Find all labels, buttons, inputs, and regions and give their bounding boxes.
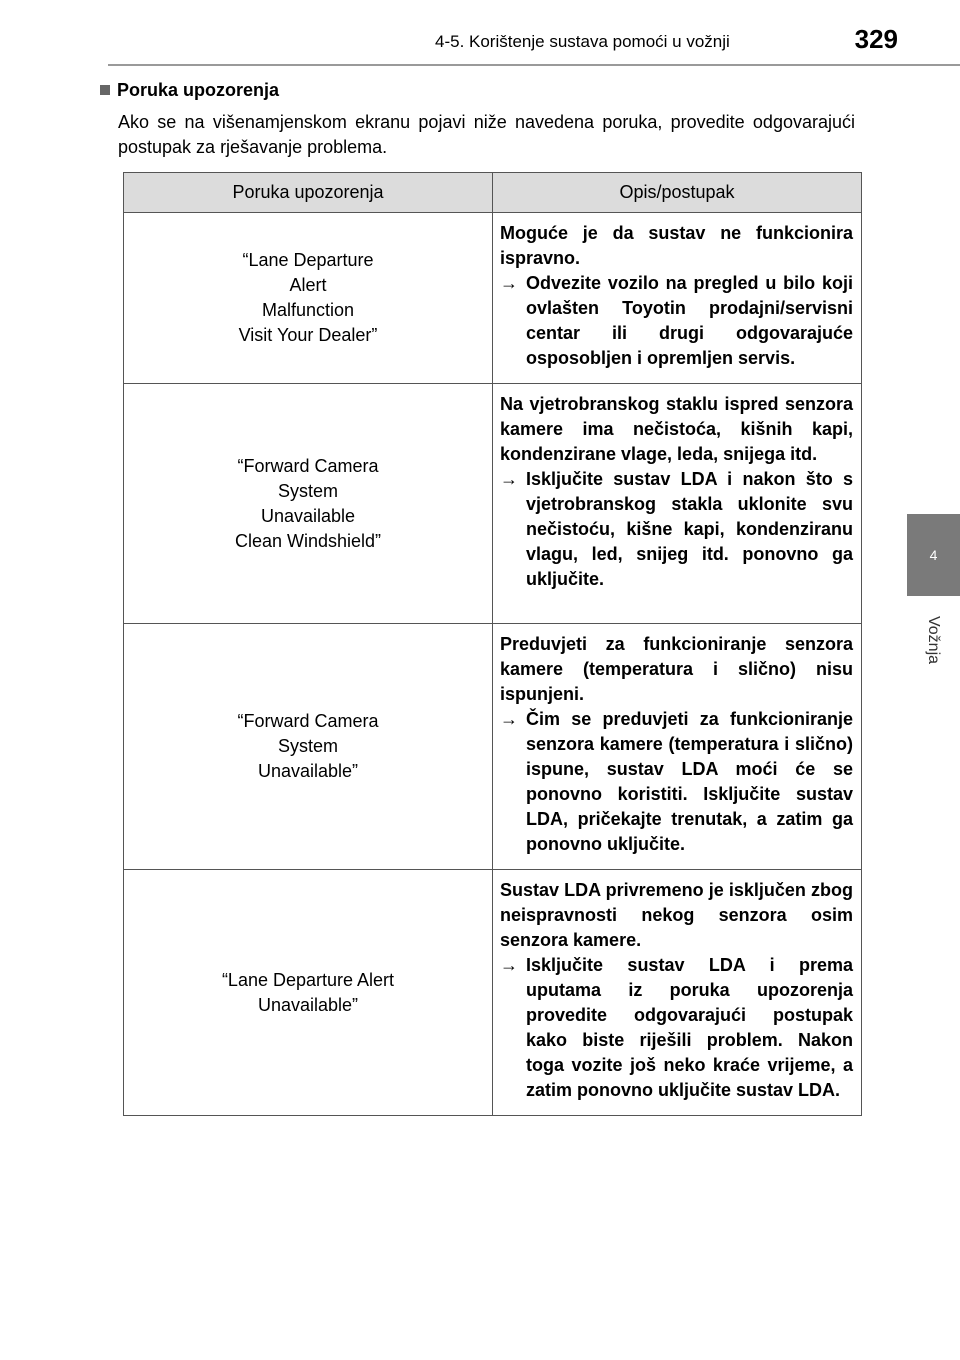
table-row <box>124 213 862 384</box>
page-number: 329 <box>854 24 898 54</box>
column-header-description: Opis/postupak <box>493 173 862 213</box>
warning-message-cell <box>124 213 493 384</box>
message-line: System <box>277 736 338 756</box>
table-row <box>124 624 862 870</box>
cause-text: Na vjetrobranskog staklu ispred senzora kamere ima nečistoća, kišnih kapi, kondenzirane vlage, leda, snijega itd. <box>500 394 853 464</box>
chapter-label-container <box>907 605 960 675</box>
section-title: 4-5. Korištenje sustava pomoći u vožnji <box>435 32 730 51</box>
cause-text: Moguće je da sustav ne funkcionira ispravno. <box>500 223 853 268</box>
warning-message-cell <box>124 870 493 1116</box>
description-cell <box>493 213 862 384</box>
arrow-right-icon: → <box>500 469 518 489</box>
arrow-right-icon: → <box>500 709 518 729</box>
message-line: Alert <box>289 275 327 295</box>
message-line: Unavailable” <box>257 994 359 1015</box>
action-text: Čim se preduvjeti za funkcioniranje senzora kamere (temperatura i slično) ispune, sustav LDA moći će se ponovno koristiti. Isključite sustav LDA, pričekajte trenutak, a zatim ga ponovno uključite. <box>526 709 853 854</box>
message-line: “Forward Camera <box>237 455 379 476</box>
message-line: Unavailable <box>260 505 356 526</box>
message-line: Visit Your Dealer” <box>238 325 378 345</box>
warning-messages-table <box>123 172 862 1116</box>
message-line: Unavailable” <box>257 761 359 781</box>
action-text: Isključite sustav LDA i prema uputama iz poruka upozorenja provedite odgovarajući postupak kako biste riješili problem. Nakon toga vozite još neko kraće vrijeme, a zatim ponovno uključite sustav LDA. <box>526 955 853 1100</box>
message-line: “Forward Camera <box>237 711 379 731</box>
message-line: Malfunction <box>261 300 355 320</box>
chapter-label: Vožnja <box>925 615 943 665</box>
description-cell <box>493 870 862 1116</box>
table-row <box>124 384 862 624</box>
action-text: Isključite sustav LDA i nakon što s vjetrobranskog stakla uklonite svu nečistoću, kišne kapi, kondenziranu vlagu, led, snijeg itd. ponovno ga uključite. <box>526 469 853 589</box>
message-line: Clean Windshield” <box>234 530 382 551</box>
arrow-right-icon: → <box>500 955 518 975</box>
cause-text: Sustav LDA privremeno je isključen zbog neispravnosti nekog senzora osim senzora kamere. <box>500 880 853 950</box>
message-line: “Lane Departure <box>242 250 374 270</box>
description-cell <box>493 624 862 870</box>
square-bullet-icon <box>100 85 110 95</box>
message-line: “Lane Departure Alert <box>221 969 395 990</box>
action-item <box>500 271 853 371</box>
header-divider <box>108 64 960 66</box>
action-item <box>500 707 853 857</box>
table-row <box>124 870 862 1116</box>
warning-message-cell <box>124 384 493 624</box>
arrow-right-icon: → <box>500 273 518 293</box>
intro-paragraph: Ako se na višenamjenskom ekranu pojavi niže navedena poruka, provedite odgovarajući postupak za rješavanje problema. <box>118 112 855 157</box>
cause-text: Preduvjeti za funkcioniranje senzora kamere (temperatura i slično) nisu ispunjeni. <box>500 634 853 704</box>
chapter-number: 4 <box>929 547 938 563</box>
chapter-tab <box>907 514 960 596</box>
warning-message-cell <box>124 624 493 870</box>
message-line: System <box>277 480 338 501</box>
action-item <box>500 467 853 592</box>
action-text: Odvezite vozilo na pregled u bilo koji ovlašten Toyotin prodajni/servisni centar ili drugi odgovarajuće osposobljen i opremljen servis. <box>526 273 853 368</box>
section-heading <box>100 80 600 101</box>
column-header-message: Poruka upozorenja <box>124 173 493 213</box>
action-item <box>500 953 853 1103</box>
table-header-row <box>124 173 862 213</box>
description-cell <box>493 384 862 624</box>
section-heading-text: Poruka upozorenja <box>117 80 280 100</box>
